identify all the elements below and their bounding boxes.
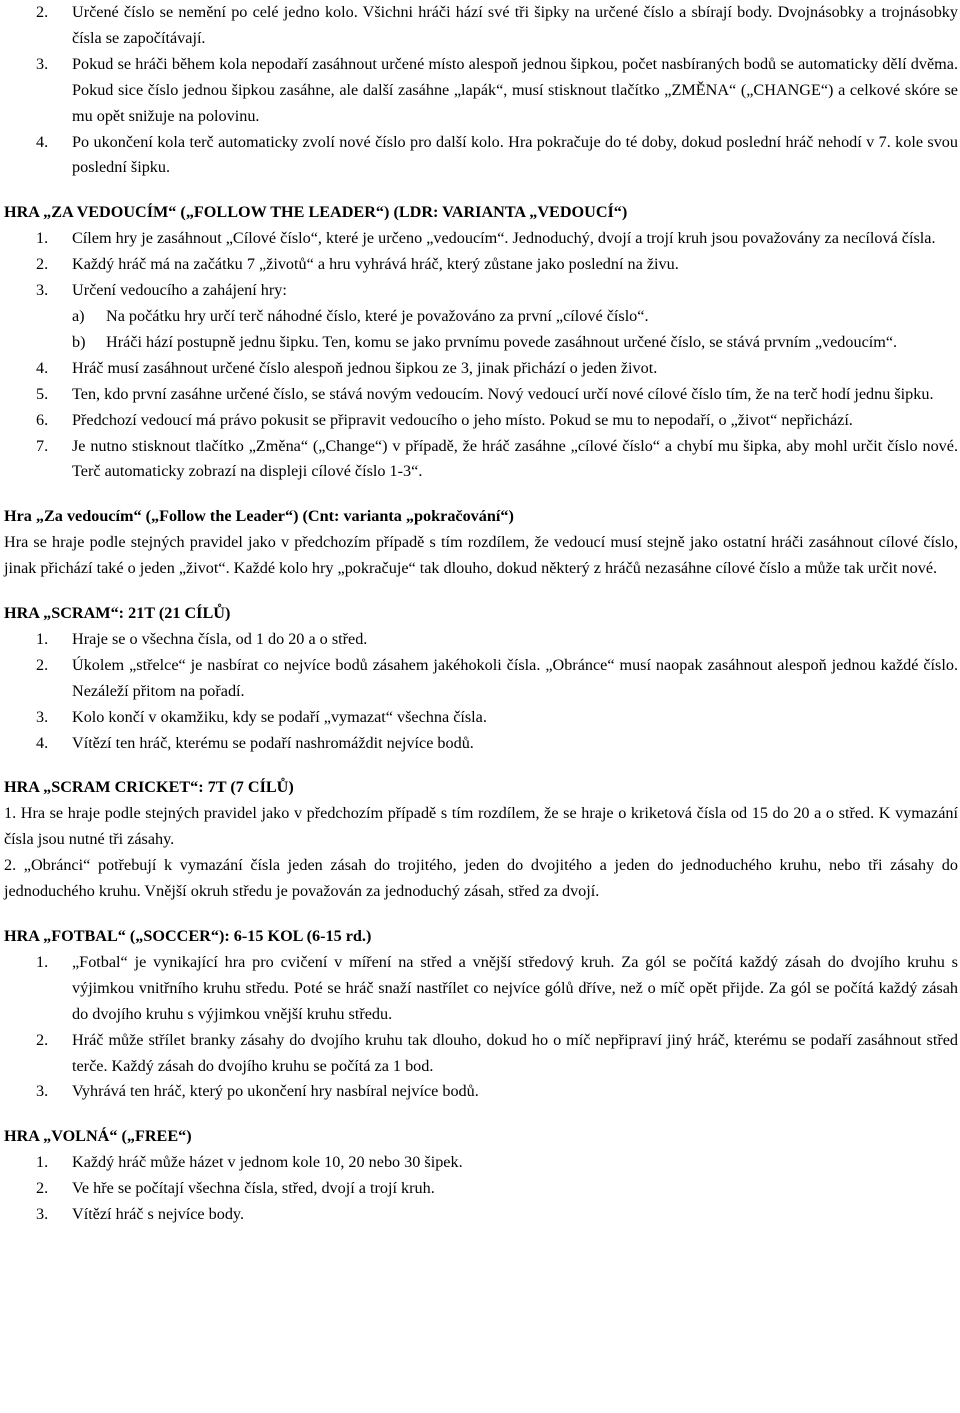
list-item: 1. Každý hráč může házet v jednom kole 10, 20 nebo 30 šipek.: [36, 1153, 463, 1172]
scram-section: [4, 601, 958, 756]
list-item: 4. Vítězí ten hráč, kterému se podaří nashromáždit nejvíce bodů.: [36, 733, 474, 752]
list-item: 3. Určení vedoucího a zahájení hry:: [36, 281, 287, 300]
sub-list-item: a) Na počátku hry určí terč náhodné číslo, které je považováno za první „cílové číslo“.: [72, 306, 649, 325]
continue-section: [4, 504, 958, 582]
leader-section: [4, 200, 958, 485]
list-item: 2. Hráč může střílet branky zásahy do dvojího kruhu tak dlouho, dokud ho o míč nepřipraví jiný hráč, kterému se podaří zasáhnout střed terče. Každý zásah do dvojího kruhu se počítá za 1 bod.: [36, 1030, 958, 1075]
sub-list-item: b) Hráči hází postupně jednu šipku. Ten, komu se jako prvnímu povede zasáhnout určené číslo, se stává prvním „vedoucím“.: [72, 332, 898, 351]
intro-section: [4, 0, 958, 181]
free-section: [4, 1124, 958, 1228]
list-item: 3. Kolo končí v okamžiku, kdy se podaří „vymazat“ všechna čísla.: [36, 707, 487, 726]
section-heading: HRA „SCRAM“: 21T (21 CÍLŮ): [4, 604, 231, 623]
list-item: 4. Po ukončení kola terč automaticky zvolí nové číslo pro další kolo. Hra pokračuje do té doby, dokud poslední hráč nehodí v 7. kole svou poslední šipku.: [36, 132, 958, 177]
soccer-section: [4, 924, 958, 1105]
section-heading: HRA „SCRAM CRICKET“: 7T (7 CÍLŮ): [4, 778, 294, 797]
list-item: 1. Hraje se o všechna čísla, od 1 do 20 a o střed.: [36, 629, 368, 648]
list-item: 1. Cílem hry je zasáhnout „Cílové číslo“, které je určeno „vedoucím“. Jednoduchý, dvojí a trojí kruh jsou považovány za necílová čísla.: [36, 229, 936, 248]
list-item: 4. Hráč musí zasáhnout určené číslo alespoň jednou šipkou ze 3, jinak přichází o jeden život.: [36, 358, 658, 377]
paragraph: Hra se hraje podle stejných pravidel jako v předchozím případě s tím rozdílem, že vedoucí musí stejně jako ostatní hráči zasáhnout cílové číslo, jinak přichází také o jeden „život“. Každé kolo hry „pokračuje“ tak dlouho, dokud některý z hráčů nezasáhne cílové číslo a může tak určit nové.: [4, 533, 958, 578]
list-item: 2. Určené číslo se nemění po celé jedno kolo. Všichni hráči hází své tři šipky na určené číslo a sbírají body. Dvojnásobky a trojnásobky čísla se započítávají.: [36, 3, 958, 47]
list-item: 1. „Fotbal“ je vynikající hra pro cvičení v míření na střed a vnější středový kruh. Za gól se počítá každý zásah do dvojího kruhu s výjimkou vnitřního kruhu středu. Poté se hráč snaží nastřílet co nejvíce gólů dříve, než o míč opět přijde. Za gól se počítá každý zásah do dvojího kruhu s výjimkou vnější kruhu středu.: [36, 952, 958, 1023]
section-heading: HRA „ZA VEDOUCÍM“ („FOLLOW THE LEADER“) (LDR: VARIANTA „VEDOUCÍ“): [4, 203, 628, 222]
section-heading: HRA „VOLNÁ“ („FREE“): [4, 1127, 192, 1146]
cricket-section: [4, 775, 958, 905]
list-item: 7. Je nutno stisknout tlačítko „Změna“ („Change“) v případě, že hráč zasáhne „cílové číslo“ a chybí mu šipka, aby mohl určit číslo nové. Terč automaticky zobrazí na displeji cílové číslo 1-3“.: [36, 436, 958, 481]
section-heading: Hra „Za vedoucím“ („Follow the Leader“) (Cnt: varianta „pokračování“): [4, 507, 514, 526]
section-heading: HRA „FOTBAL“ („SOCCER“): 6-15 KOL (6-15 rd.): [4, 927, 372, 945]
list-item: 3. Pokud se hráči během kola nepodaří zasáhnout určené místo alespoň jednou šipkou, počet nasbíraných bodů se automaticky dělí dvěma. Pokud sice číslo jednou šipkou zasáhne, ale další zasáhne „lapák“, musí stisknout tlačítko „ZMĚNA“ („CHANGE“) a celkové skóre se mu opět snižuje na polovinu.: [36, 54, 958, 125]
paragraph: 1. Hra se hraje podle stejných pravidel jako v předchozím případě s tím rozdílem, že se hraje o kriketová čísla od 15 do 20 a o střed. K vymazání čísla jsou nutné tři zásahy.: [4, 804, 958, 849]
list-item: 6. Předchozí vedoucí má právo pokusit se připravit vedoucího o jeho místo. Pokud se mu to nepodaří, o „život“ nepřichází.: [36, 410, 853, 429]
paragraph: 2. „Obránci“ potřebují k vymazání čísla jeden zásah do trojitého, jeden do dvojitého a jeden do jednoduchého kruhu, nebo tři zásahy do jednoduchého kruhu. Vnější okruh středu je považován za jednoduchý zásah, střed za dvojí.: [4, 856, 958, 901]
list-item: 2. Úkolem „střelce“ je nasbírat co nejvíce bodů zásahem jakéhokoli čísla. „Obránce“ musí naopak zasáhnout alespoň jednou každé číslo. Nezáleží přitom na pořadí.: [36, 655, 958, 700]
list-item: 2. Ve hře se počítají všechna čísla, střed, dvojí a trojí kruh.: [36, 1179, 435, 1198]
list-item: 3. Vítězí hráč s nejvíce body.: [36, 1205, 244, 1224]
list-item: 2. Každý hráč má na začátku 7 „životů“ a hru vyhrává hráč, který zůstane jako poslední na živu.: [36, 255, 679, 274]
list-item: 3. Vyhrává ten hráč, který po ukončení hry nasbíral nejvíce bodů.: [36, 1082, 479, 1101]
list-item: 5. Ten, kdo první zasáhne určené číslo, se stává novým vedoucím. Nový vedoucí určí nové cílové číslo tím, že na terč hodí jednu šipku.: [36, 384, 934, 403]
